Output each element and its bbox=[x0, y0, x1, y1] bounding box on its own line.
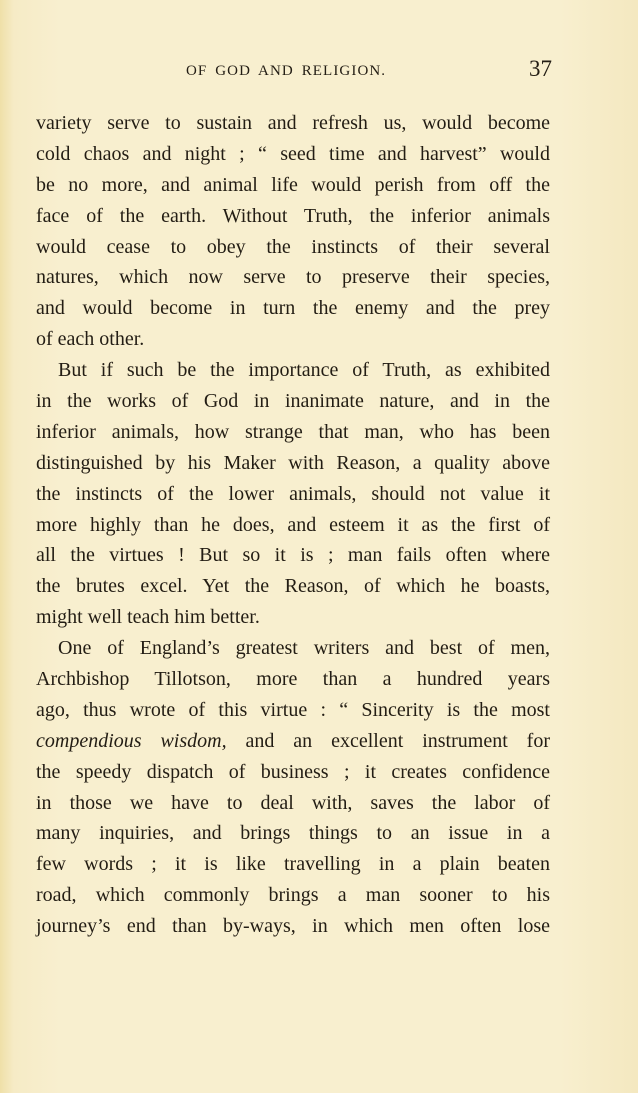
text-line: many inquiries, and brings things to an issue in a bbox=[36, 822, 550, 845]
text-line: in those we have to deal with, saves the labor of bbox=[36, 791, 550, 814]
text-line: all the virtues ! But so it is ; man fails often where bbox=[36, 544, 550, 567]
text-line: few words ; it is like travelling in a plain beaten bbox=[36, 853, 550, 876]
body-text bbox=[36, 108, 550, 942]
text-line: in the works of God in inanimate nature, and in the bbox=[36, 390, 550, 413]
text-line: the brutes excel. Yet the Reason, of which he boasts, bbox=[36, 575, 550, 598]
text-line bbox=[36, 726, 550, 757]
page-number: 37 bbox=[529, 56, 552, 81]
page-header bbox=[0, 56, 638, 92]
text-line: the instincts of the lower animals, should not value it bbox=[36, 482, 550, 505]
paragraph-2 bbox=[36, 355, 550, 633]
text-line: more highly than he does, and esteem it as the first of bbox=[36, 513, 550, 536]
text-line: inferior animals, how strange that man, who has been bbox=[36, 420, 550, 443]
paragraph-1 bbox=[36, 108, 550, 355]
text-line: of each other. bbox=[36, 328, 145, 351]
text-line: But if such be the importance of Truth, as exhibited bbox=[58, 359, 550, 382]
running-head: OF GOD AND RELIGION. bbox=[186, 63, 387, 79]
text-line: be no more, and animal life would perish from off the bbox=[36, 173, 550, 196]
text-line: One of England’s greatest writers and best of men, bbox=[58, 637, 550, 660]
text-line: face of the earth. Without Truth, the inferior animals bbox=[36, 204, 550, 227]
text-line: variety serve to sustain and refresh us, would become bbox=[36, 112, 550, 134]
text-line: and would become in turn the enemy and the prey bbox=[36, 297, 550, 320]
italic-phrase: compendious wisdom, bbox=[36, 729, 227, 752]
text-line: natures, which now serve to preserve their species, bbox=[36, 266, 550, 289]
text-line: distinguished by his Maker with Reason, a quality above bbox=[36, 451, 550, 474]
text-line: the speedy dispatch of business ; it creates confidence bbox=[36, 760, 550, 783]
text-line: journey’s end than by-ways, in which men often lose bbox=[36, 915, 550, 938]
text-run: and an excellent instrument for bbox=[226, 729, 550, 752]
text-line: Archbishop Tillotson, more than a hundred years bbox=[36, 668, 550, 691]
paragraph-3 bbox=[36, 633, 550, 942]
text-line: cold chaos and night ; “ seed time and harvest” would bbox=[36, 142, 550, 165]
text-line: would cease to obey the instincts of their several bbox=[36, 235, 550, 258]
text-line: ago, thus wrote of this virtue : “ Sincerity is the most bbox=[36, 698, 550, 721]
text-line: road, which commonly brings a man sooner to his bbox=[36, 884, 550, 907]
text-line: might well teach him better. bbox=[36, 606, 260, 629]
